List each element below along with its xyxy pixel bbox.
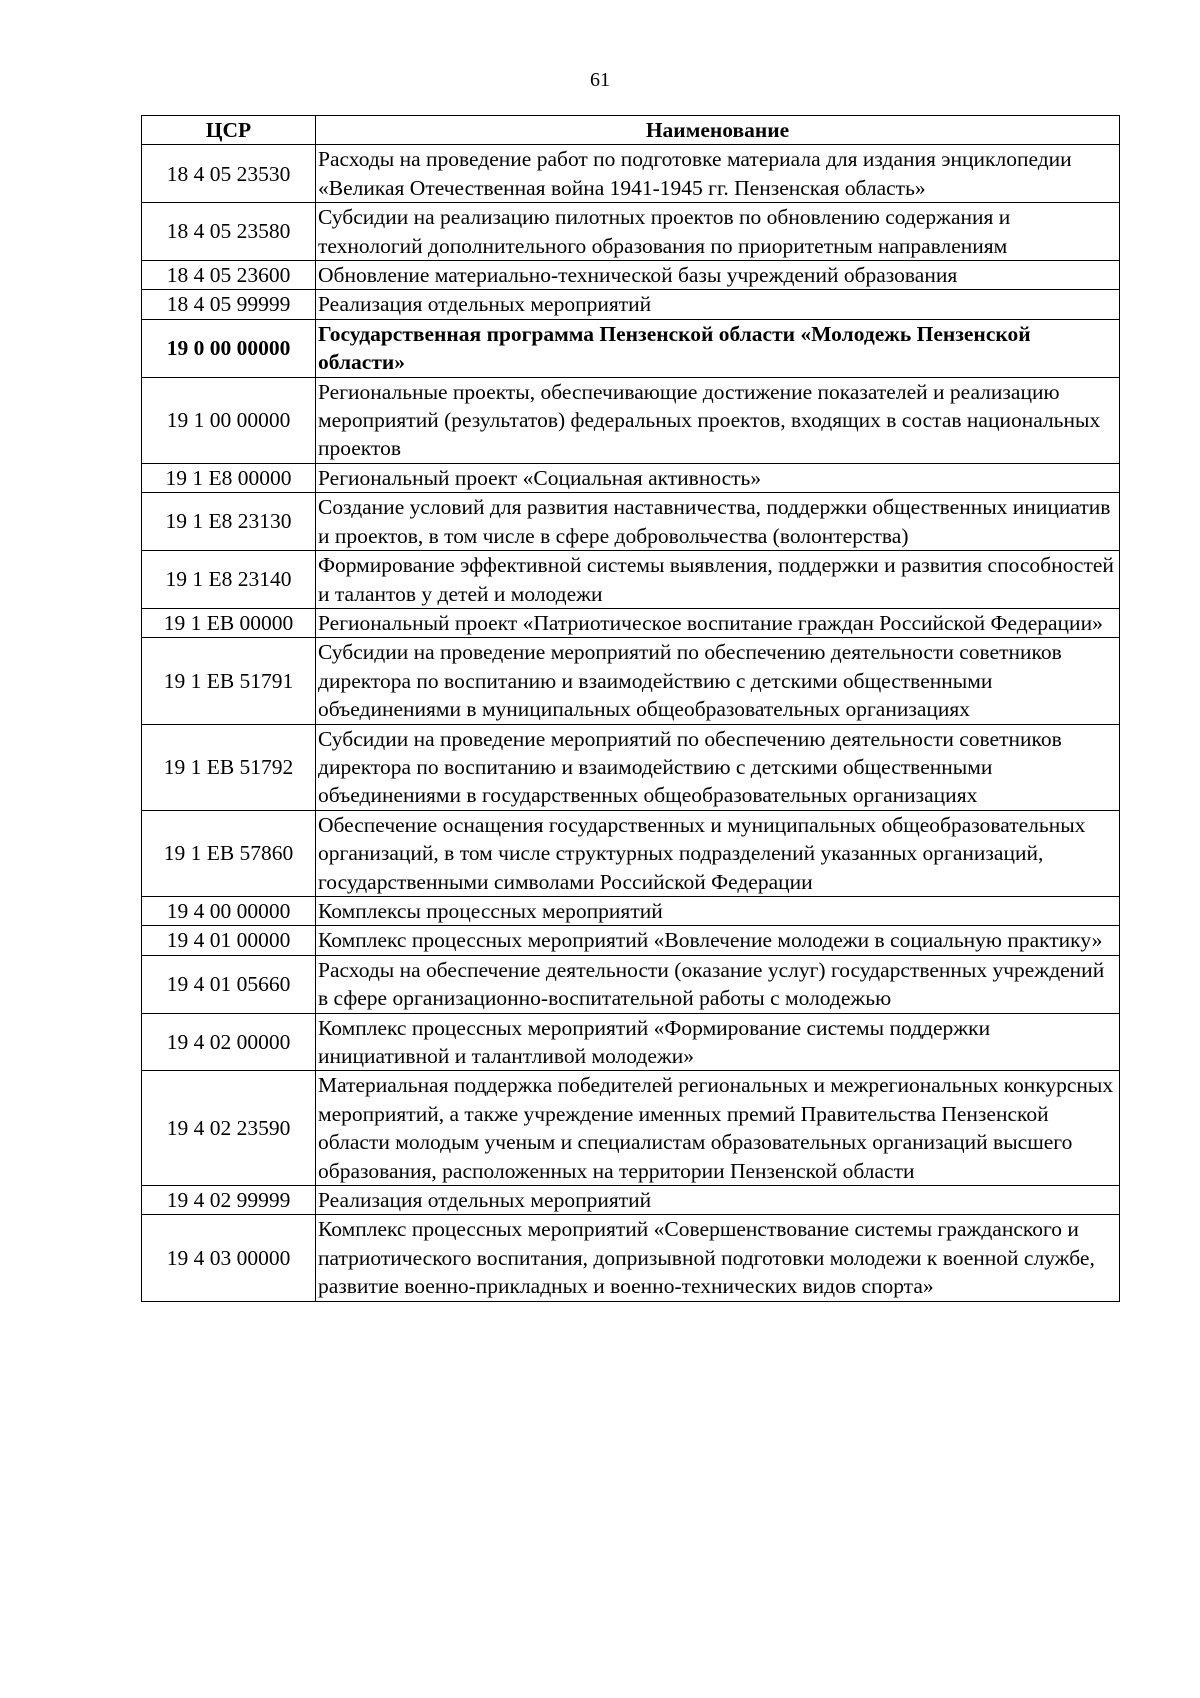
name-cell: Субсидии на реализацию пилотных проектов по обновлению содержания и технологий дополнительного образования по приоритетным направлениям (316, 203, 1120, 261)
code-cell: 19 1 EB 51792 (142, 724, 316, 810)
table-row (142, 377, 1120, 463)
name-cell: Государственная программа Пензенской области «Молодежь Пензенской области» (316, 319, 1120, 377)
name-cell: Региональный проект «Патриотическое воспитание граждан Российской Федерации» (316, 608, 1120, 637)
code-cell: 18 4 05 23600 (142, 261, 316, 290)
name-cell: Комплекс процессных мероприятий «Вовлечение молодежи в социальную практику» (316, 926, 1120, 955)
name-cell: Формирование эффективной системы выявления, поддержки и развития способностей и талантов у детей и молодежи (316, 551, 1120, 609)
table-row (142, 493, 1120, 551)
name-cell: Расходы на проведение работ по подготовке материала для издания энциклопедии «Великая Отечественная война 1941-1945 гг. Пензенская область» (316, 145, 1120, 203)
table-row (142, 1186, 1120, 1215)
budget-classification-table (141, 115, 1120, 1302)
table-row (142, 463, 1120, 492)
code-cell: 19 4 01 00000 (142, 926, 316, 955)
code-cell: 19 1 E8 23140 (142, 551, 316, 609)
table-row (142, 551, 1120, 609)
table-row (142, 926, 1120, 955)
table-row (142, 145, 1120, 203)
name-cell: Реализация отдельных мероприятий (316, 290, 1120, 319)
table-row (142, 1215, 1120, 1301)
name-cell: Обеспечение оснащения государственных и муниципальных общеобразовательных организаций, в том числе структурных подразделений указанных организаций, государственными символами Российской Федерации (316, 810, 1120, 896)
table-row (142, 1013, 1120, 1071)
name-cell: Комплексы процессных мероприятий (316, 896, 1120, 925)
code-cell: 19 4 03 00000 (142, 1215, 316, 1301)
table-row (142, 203, 1120, 261)
code-cell: 19 4 02 99999 (142, 1186, 316, 1215)
name-cell: Региональные проекты, обеспечивающие достижение показателей и реализацию мероприятий (результатов) федеральных проектов, входящих в состав национальных проектов (316, 377, 1120, 463)
code-cell: 19 0 00 00000 (142, 319, 316, 377)
name-cell: Создание условий для развития наставничества, поддержки общественных инициатив и проектов, в том числе в сфере добровольчества (волонтерства) (316, 493, 1120, 551)
table-row (142, 319, 1120, 377)
name-cell: Материальная поддержка победителей региональных и межрегиональных конкурсных мероприятий, а также учреждение именных премий Правительства Пензенской области молодым ученым и специалистам образовательных организаций высшего образования, расположенных на территории Пензенской области (316, 1071, 1120, 1186)
name-cell: Субсидии на проведение мероприятий по обеспечению деятельности советников директора по воспитанию и взаимодействию с детскими общественными объединениями в муниципальных общеобразовательных организациях (316, 638, 1120, 724)
code-cell: 18 4 05 23530 (142, 145, 316, 203)
table-row (142, 1071, 1120, 1186)
code-cell: 18 4 05 23580 (142, 203, 316, 261)
name-cell: Региональный проект «Социальная активность» (316, 463, 1120, 492)
name-cell: Обновление материально-технической базы учреждений образования (316, 261, 1120, 290)
name-cell: Комплекс процессных мероприятий «Формирование системы поддержки инициативной и талантливой молодежи» (316, 1013, 1120, 1071)
code-cell: 19 1 00 00000 (142, 377, 316, 463)
name-cell: Расходы на обеспечение деятельности (оказание услуг) государственных учреждений в сфере организационно-воспитательной работы с молодежью (316, 955, 1120, 1013)
code-cell: 19 4 02 00000 (142, 1013, 316, 1071)
table-row (142, 608, 1120, 637)
code-cell: 19 1 E8 00000 (142, 463, 316, 492)
code-cell: 19 4 00 00000 (142, 896, 316, 925)
table-header-row (142, 116, 1120, 145)
code-cell: 19 4 01 05660 (142, 955, 316, 1013)
code-cell: 19 1 E8 23130 (142, 493, 316, 551)
table-row (142, 810, 1120, 896)
code-cell: 19 1 EB 00000 (142, 608, 316, 637)
code-cell: 18 4 05 99999 (142, 290, 316, 319)
table-row (142, 955, 1120, 1013)
table-row (142, 638, 1120, 724)
code-cell: 19 1 EB 57860 (142, 810, 316, 896)
name-cell: Субсидии на проведение мероприятий по обеспечению деятельности советников директора по воспитанию и взаимодействию с детскими общественными объединениями в государственных общеобразовательных организациях (316, 724, 1120, 810)
name-cell: Комплекс процессных мероприятий «Совершенствование системы гражданского и патриотического воспитания, допризывной подготовки молодежи к военной службе, развитие военно-прикладных и военно-технических видов спорта» (316, 1215, 1120, 1301)
code-cell: 19 4 02 23590 (142, 1071, 316, 1186)
table-row (142, 261, 1120, 290)
header-name: Наименование (316, 116, 1120, 145)
table-body (142, 145, 1120, 1301)
table-row (142, 896, 1120, 925)
code-cell: 19 1 EB 51791 (142, 638, 316, 724)
page-number: 61 (590, 69, 610, 91)
table-row (142, 724, 1120, 810)
table-row (142, 290, 1120, 319)
header-code: ЦСР (142, 116, 316, 145)
name-cell: Реализация отдельных мероприятий (316, 1186, 1120, 1215)
